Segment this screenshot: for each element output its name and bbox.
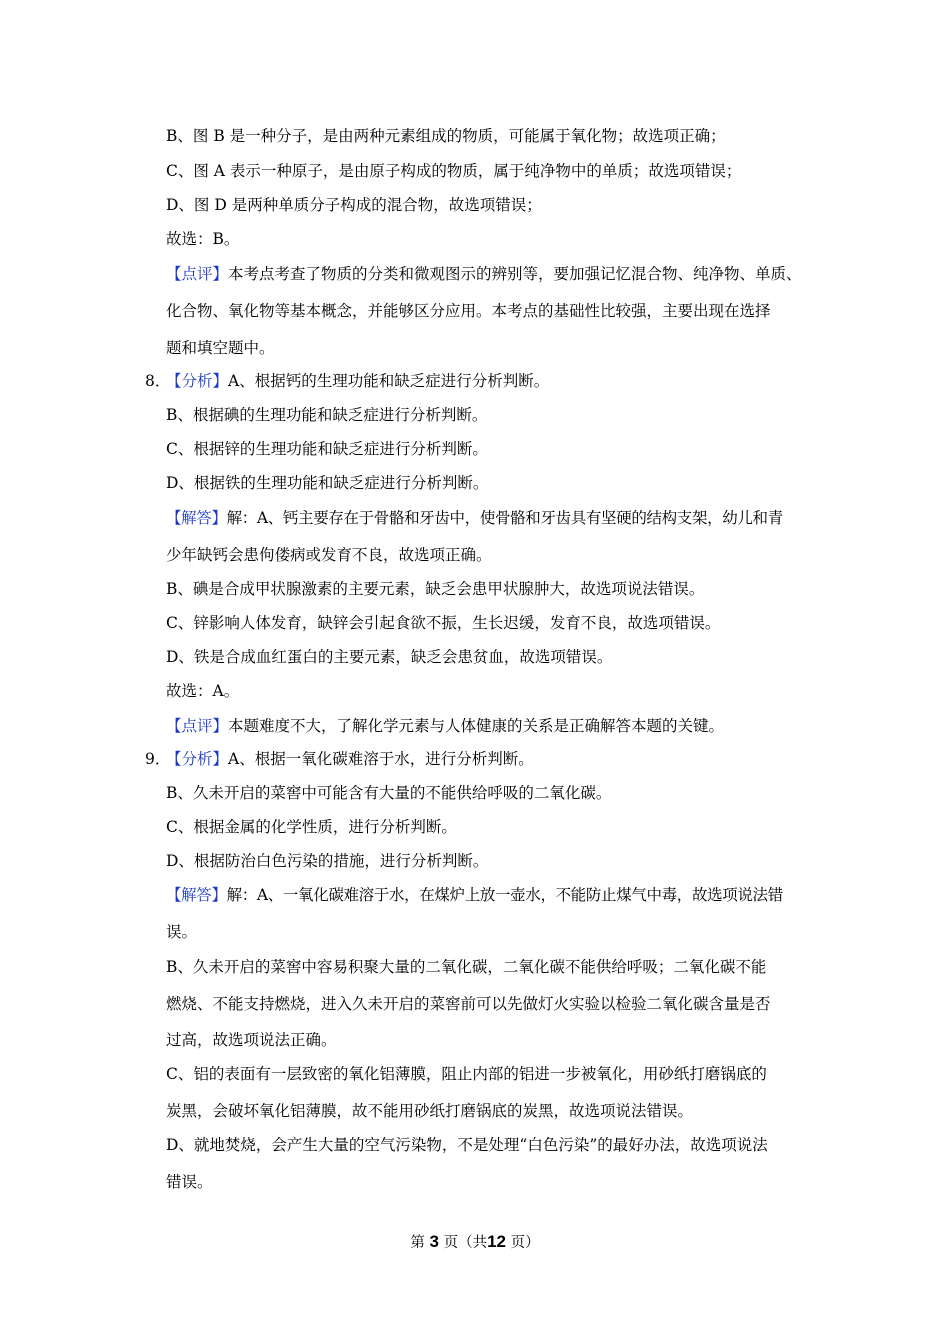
current-page-number: 3 — [429, 1232, 439, 1251]
comment-text: 本题难度不大，了解化学元素与人体健康的关系是正确解答本题的关键。 — [228, 717, 725, 735]
answer-tag: 【解答】 — [166, 886, 227, 904]
text-line: 化合物、氧化物等基本概念，并能够区分应用。本考点的基础性比较强，主要出现在选择 — [166, 302, 771, 320]
answer-text: 解：A、一氧化碳难溶于水，在煤炉上放一壶水，不能防止煤气中毒，故选项说法错 — [226, 886, 783, 904]
text-line: 故选：B。 — [166, 230, 240, 248]
text-line: 少年缺钙会患佝偻病或发育不良，故选项正确。 — [166, 546, 492, 564]
text-line: D、根据防治白色污染的措施，进行分析判断。 — [166, 852, 489, 870]
text-line: B、久未开启的菜窖中容易积聚大量的二氧化碳，二氧化碳不能供给呼吸；二氧化碳不能 — [166, 958, 767, 976]
text-line: D、根据铁的生理功能和缺乏症进行分析判断。 — [166, 474, 489, 492]
footer-middle: 页（共 — [443, 1235, 488, 1251]
answer-text: 解：A、钙主要存在于骨骼和牙齿中，使骨骼和牙齿具有坚硬的结构支架，幼儿和青 — [226, 509, 783, 527]
comment-text: 本考点考查了物质的分类和微观图示的辨别等，要加强记忆混合物、纯净物、单质、 — [228, 265, 802, 283]
text-line: C、锌影响人体发育，缺锌会引起食欲不振，生长迟缓，发育不良，故选项错误。 — [166, 614, 721, 632]
text-line: 炭黑，会破坏氧化铝薄膜，故不能用砂纸打磨锅底的炭黑，故选项说法错误。 — [166, 1102, 694, 1120]
comment-line — [166, 264, 802, 284]
analysis-tag: 【分析】 — [166, 372, 229, 390]
text-line: C、根据金属的化学性质，进行分析判断。 — [166, 818, 457, 836]
text-line: 燃烧、不能支持燃烧，进入久未开启的菜窖前可以先做灯火实验以检验二氧化碳含量是否 — [166, 995, 771, 1013]
comment-line — [166, 716, 724, 736]
footer-suffix: 页） — [510, 1235, 540, 1251]
text-line: C、图 A 表示一种原子，是由原子构成的物质，属于纯净物中的单质；故选项错误； — [166, 162, 742, 180]
analysis-text: A、根据钙的生理功能和缺乏症进行分析判断。 — [228, 372, 550, 390]
text-line: B、久未开启的菜窖中可能含有大量的不能供给呼吸的二氧化碳。 — [166, 784, 612, 802]
text-line: D、图 D 是两种单质分子构成的混合物，故选项错误； — [166, 196, 542, 214]
answer-tag: 【解答】 — [166, 509, 227, 527]
text-line: 题和填空题中。 — [166, 339, 275, 357]
text-line: D、就地焚烧，会产生大量的空气污染物，不是处理“白色污染”的最好办法，故选项说法 — [166, 1136, 768, 1154]
comment-tag: 【点评】 — [166, 717, 229, 735]
question-number: 9． — [145, 750, 171, 768]
analysis-text: A、根据一氧化碳难溶于水，进行分析判断。 — [228, 750, 534, 768]
question-number: 8． — [145, 372, 171, 390]
footer-prefix: 第 — [410, 1235, 425, 1251]
analysis-line — [166, 371, 549, 391]
text-line: 错误。 — [166, 1173, 213, 1191]
answer-line — [166, 508, 783, 528]
text-line: 故选：A。 — [166, 682, 240, 700]
text-line: 误。 — [166, 923, 198, 941]
page-footer — [0, 1231, 950, 1252]
text-line: 过高，故选项说法正确。 — [166, 1031, 337, 1049]
answer-line — [166, 885, 783, 905]
text-line: D、铁是合成血红蛋白的主要元素，缺乏会患贫血，故选项错误。 — [166, 648, 613, 666]
text-line: B、根据碘的生理功能和缺乏症进行分析判断。 — [166, 406, 488, 424]
text-line: B、图 B 是一种分子，是由两种元素组成的物质，可能属于氧化物；故选项正确； — [166, 127, 726, 145]
analysis-line — [166, 749, 534, 769]
text-line: B、碘是合成甲状腺激素的主要元素，缺乏会患甲状腺肿大，故选项说法错误。 — [166, 580, 705, 598]
text-line: C、根据锌的生理功能和缺乏症进行分析判断。 — [166, 440, 488, 458]
analysis-tag: 【分析】 — [166, 750, 229, 768]
total-pages: 12 — [487, 1232, 506, 1251]
text-line: C、铝的表面有一层致密的氧化铝薄膜，阻止内部的铝进一步被氧化，用砂纸打磨锅底的 — [166, 1065, 767, 1083]
comment-tag: 【点评】 — [166, 265, 229, 283]
